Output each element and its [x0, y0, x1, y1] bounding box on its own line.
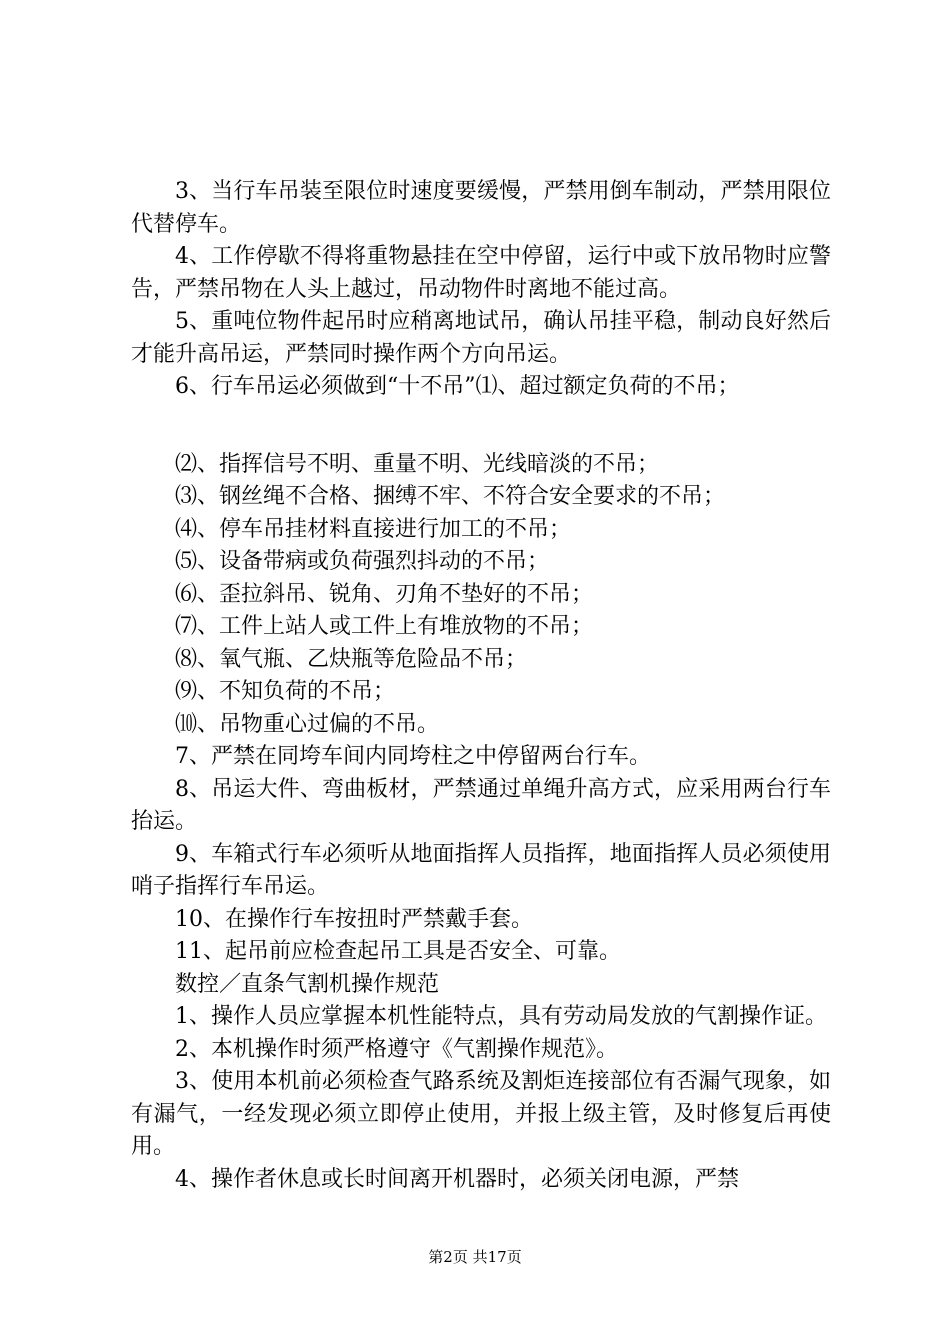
list-item: ⑻、氧气瓶、乙炔瓶等危险品不吊； [175, 646, 528, 672]
paragraph: 9、车箱式行车必须听从地面指挥人员指挥，地面指挥人员必须使用哨子指挥行车吊运。 [131, 841, 831, 899]
section-heading: 数控／直条气割机操作规范 [175, 971, 440, 997]
paragraph: 3、当行车吊装至限位时速度要缓慢，严禁用倒车制动，严禁用限位代替停车。 [131, 179, 831, 237]
page-number-footer: 第2页 共17页 [428, 1248, 522, 1266]
paragraph: 3、使用本机前必须检查气路系统及割炬连接部位有否漏气现象，如有漏气，一经发现必须立即停止使用，并报上级主管，及时修复后再使用。 [131, 1069, 831, 1159]
paragraph: 7、严禁在同垮车间内同垮柱之中停留两台行车。 [175, 744, 651, 769]
paragraph: 11、起吊前应检查起吊工具是否安全、可靠。 [175, 939, 621, 964]
list-item: ⑽、吊物重心过偏的不吊。 [175, 711, 440, 737]
paragraph: 2、本机操作时须严格遵守《气割操作规范》。 [175, 1036, 618, 1062]
list-item: ⑵、指挥信号不明、重量不明、光线暗淡的不吊； [175, 451, 660, 477]
paragraph: 8、吊运大件、弯曲板材，严禁通过单绳升高方式，应采用两台行车抬运。 [131, 776, 831, 834]
paragraph: 4、操作者休息或长时间离开机器时，必须关闭电源，严禁 [175, 1166, 739, 1192]
list-item: ⑷、停车吊挂材料直接进行加工的不吊； [175, 516, 572, 542]
list-item: ⑸、设备带病或负荷强烈抖动的不吊； [175, 549, 550, 574]
paragraph: 4、工作停歇不得将重物悬挂在空中停留，运行中或下放吊物时应警告，严禁吊物在人头上越过，吊动物件时离地不能过高。 [131, 244, 831, 302]
paragraph: 10、在操作行车按扭时严禁戴手套。 [175, 906, 533, 932]
list-item: ⑺、工件上站人或工件上有堆放物的不吊； [175, 614, 594, 639]
paragraph: 6、行车吊运必须做到“十不吊”⑴、超过额定负荷的不吊； [175, 374, 740, 399]
paragraph: 1、操作人员应掌握本机性能特点，具有劳动局发放的气割操作证。 [175, 1004, 827, 1029]
list-item: ⑼、不知负荷的不吊； [175, 679, 396, 704]
list-item: ⑶、钢丝绳不合格、捆缚不牢、不符合安全要求的不吊； [175, 484, 726, 509]
paragraph-gap [131, 404, 831, 449]
list-item: ⑹、歪拉斜吊、锐角、刃角不垫好的不吊； [175, 581, 594, 607]
paragraph: 5、重吨位物件起吊时应稍离地试吊，确认吊挂平稳，制动良好然后才能升高吊运，严禁同时操作两个方向吊运。 [131, 309, 831, 367]
document-body [131, 176, 831, 1196]
